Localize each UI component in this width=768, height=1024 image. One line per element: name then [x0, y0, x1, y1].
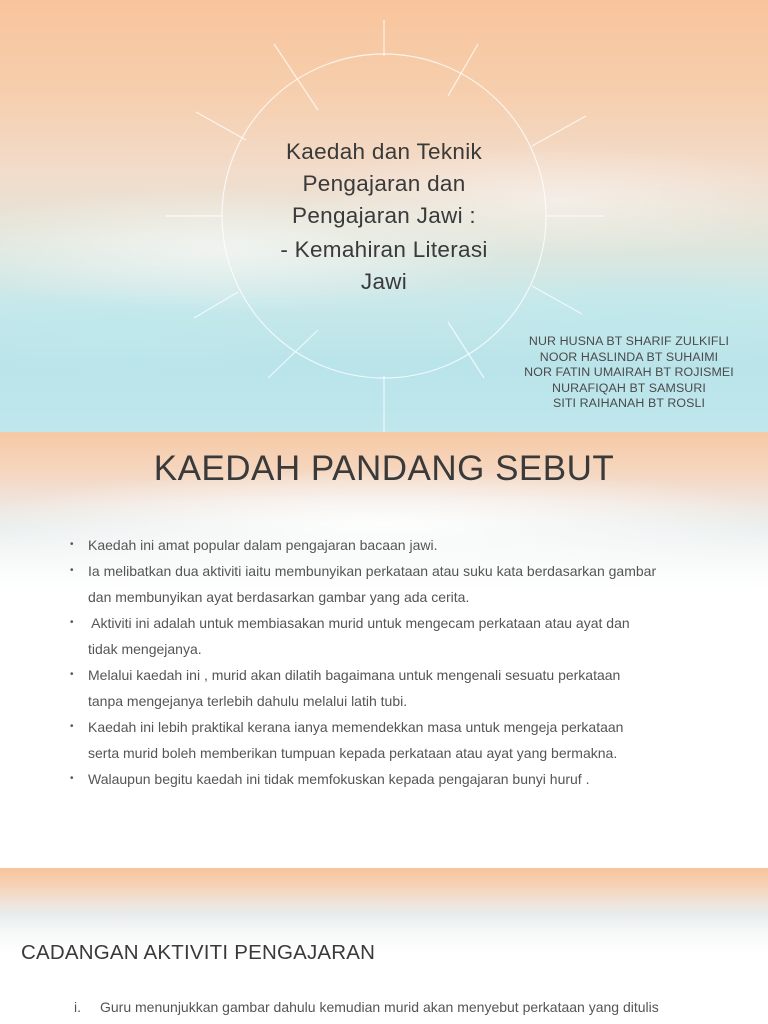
bullet-item: [66, 662, 706, 714]
author-name: NUR HUSNA BT SHARIF ZULKIFLI: [528, 334, 730, 348]
bullet-line: Walaupun begitu kaedah ini tidak memfokuskan kepada pengajaran bunyi huruf .: [88, 771, 590, 787]
bullet-icon: •: [70, 669, 74, 680]
bullet-line: Kaedah ini amat popular dalam pengajaran bacaan jawi.: [88, 537, 438, 553]
item-text: Guru menunjukkan gambar dahulu kemudian murid akan menyebut perkataan yang ditulis: [100, 999, 659, 1015]
bullet-item: [66, 766, 706, 792]
title-line: Pengajaran Jawi :: [292, 203, 476, 228]
subtitle-line: Jawi: [360, 269, 408, 294]
author-name: NURAFIQAH BT SAMSURI: [552, 380, 706, 395]
title-line: Kaedah dan Teknik: [285, 139, 483, 164]
bullet-item: [66, 532, 706, 558]
bullet-line: Ia melibatkan dua aktiviti iaitu membunyikan perkataan atau suku kata berdasarkan gambar: [88, 563, 657, 579]
bullet-line: dan membunyikan ayat berdasarkan gambar yang ada cerita.: [88, 589, 470, 605]
bullet-icon: •: [70, 617, 74, 628]
bullet-list: [66, 532, 706, 792]
bullet-line: tanpa mengejanya terlebih dahulu melalui latih tubi.: [88, 693, 408, 709]
bullet-item: [66, 558, 706, 610]
bullet-icon: •: [70, 539, 74, 550]
bullet-line: Melalui kaedah ini , murid akan dilatih bagaimana untuk mengenali sesuatu perkataan: [88, 667, 621, 683]
subtitle-line: - Kemahiran Literasi: [280, 237, 488, 262]
bullet-line: serta murid boleh memberikan tumpuan kepada perkataan atau ayat yang bermakna.: [88, 745, 618, 761]
slide-heading: CADANGAN AKTIVITI PENGAJARAN: [21, 941, 376, 964]
bullet-line: tidak mengejanya.: [88, 641, 202, 657]
author-list: [500, 334, 758, 412]
bullet-line: Aktiviti ini adalah untuk membiasakan murid untuk mengecam perkataan atau ayat dan: [88, 615, 630, 631]
bullet-icon: •: [70, 565, 74, 576]
bullet-icon: •: [70, 773, 74, 784]
item-number: i.: [74, 999, 81, 1015]
slide-heading: KAEDAH PANDANG SEBUT: [153, 449, 615, 488]
bullet-icon: •: [70, 721, 74, 732]
title-line: Pengajaran dan: [302, 171, 466, 196]
title-slide: [0, 0, 768, 432]
bullet-item: [66, 610, 706, 662]
author-name: SITI RAIHANAH BT ROSLI: [552, 396, 706, 410]
activity-slide: [0, 868, 768, 1024]
presentation-title: [234, 136, 534, 298]
content-slide: [0, 432, 768, 868]
author-name: NOOR HASLINDA BT SUHAIMI: [539, 349, 719, 364]
bullet-line: Kaedah ini lebih praktikal kerana ianya memendekkan masa untuk mengeja perkataan: [88, 719, 624, 735]
numbered-item: [74, 999, 659, 1015]
bullet-item: [66, 714, 706, 766]
author-name: NOR FATIN UMAIRAH BT ROJISMEI: [524, 365, 734, 379]
